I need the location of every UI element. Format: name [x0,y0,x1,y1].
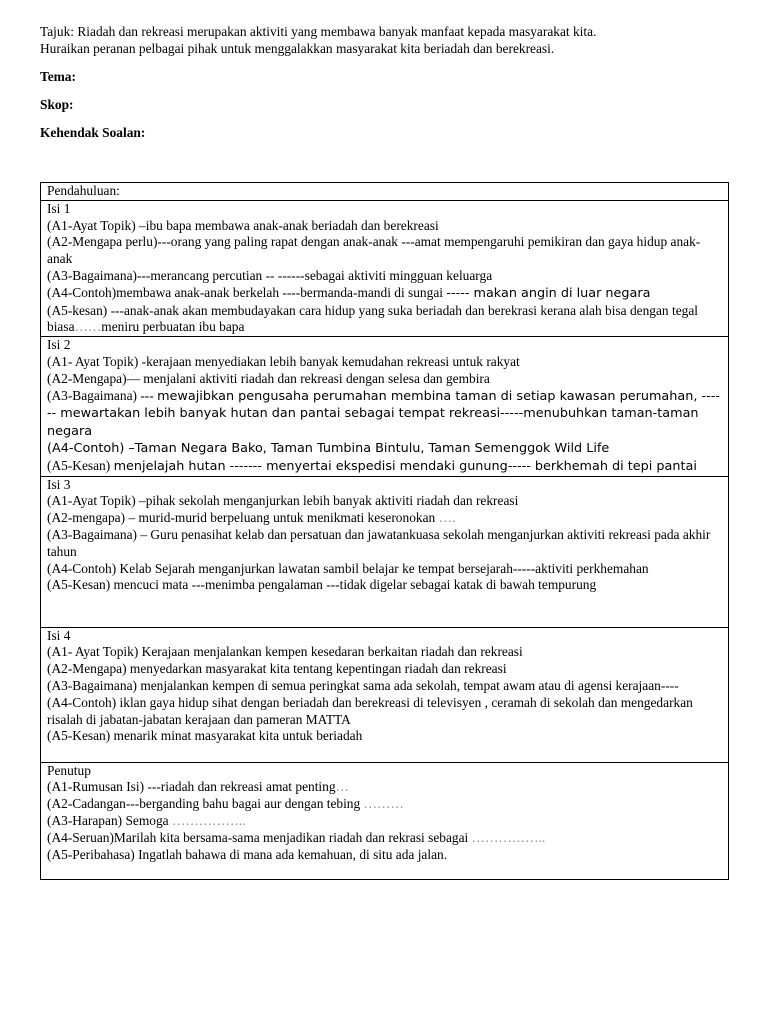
isi4-a1: (A1- Ayat Topik) Kerajaan menjalankan kempen kesedaran berkaitan riadah dan rekreasi [47,644,523,660]
isi3-a4: (A4-Contoh) Kelab Sejarah menganjurkan lawatan sambil belajar ke tempat bersejarah-----aktiviti perkhemahan [47,560,649,576]
penutup-cell [41,762,729,879]
penutup-title: Penutup [47,762,91,778]
isi1-a3: (A3-Bagaimana)---merancang percutian -- ------sebagai aktiviti mingguan keluarga [47,267,493,283]
isi3-a2 [47,510,722,527]
skop-label: Skop: [40,97,74,112]
isi1-a5-dots: …… [74,319,102,335]
isi2-a3-rest: mewajibkan pengusaha perumahan membina taman di setiap kawasan perumahan, ------ mewartakan lebih banyak hutan dan pantai sebagai tempat rekreasi-----menubuhkan taman-taman negara [47,388,720,440]
isi1-a5-end: meniru perbuatan ibu bapa [101,319,245,335]
penutup-a5: (A5-Peribahasa) Ingatlah bahawa di mana ada kemahuan, di situ ada jalan. [47,846,448,862]
isi1-a5 [47,303,722,337]
essay-title-line: Tajuk: Riadah dan rekreasi merupakan aktiviti yang membawa banyak manfaat kepada masyarakat kita. [40,24,597,39]
kehendak-soalan-label: Kehendak Soalan: [40,125,146,140]
isi3-row [41,476,729,627]
isi3-title: Isi 3 [47,476,71,492]
isi4-a2: (A2-Mengapa) menyedarkan masyarakat kita tentang kepentingan riadah dan rekreasi [47,661,507,677]
penutup-a2-dots: ……… [363,796,404,812]
essay-outline-table [40,182,729,880]
isi4-row [41,627,729,762]
isi3-a3: (A3-Bagaimana) – Guru penasihat kelab dan persatuan dan jawatankuasa sekolah menganjurkan aktiviti rekreasi pada akhir tahun [47,526,711,559]
penutup-a1-text: (A1-Rumusan Isi) ---riadah dan rekreasi amat [47,779,296,795]
isi4-a3: (A3-Bagaimana) menjalankan kempen di semua peringkat sama ada sekolah, tempat awam atau di agensi kerajaan---- [47,677,679,693]
isi1-title: Isi 1 [47,200,71,216]
pendahuluan-cell: Pendahuluan: [41,183,729,201]
penutup-a1-word: penting [295,779,336,795]
isi4-cell [41,627,729,762]
penutup-a2-text: (A2-Cadangan---berganding bahu bagai aur dengan tebing [47,796,364,812]
isi1-a5-text: (A5-kesan) ---anak-anak akan membudayakan cara hidup yang suka beriadah dan berekrasi kerana alah bisa dengan tegal biasa [47,302,699,335]
isi3-cell [41,476,729,627]
isi2-a3 [47,388,722,441]
penutup-a4-text: (A4-Seruan)Marilah kita bersama-sama menjadikan riadah dan rekrasi sebagai [47,829,472,845]
isi4-a5: (A5-Kesan) menarik minat masyarakat kita untuk beriadah [47,728,363,744]
isi3-a1: (A1-Ayat Topik) –pihak sekolah menganjurkan lebih banyak aktiviti riadah dan rekreasi [47,493,519,509]
isi2-a5-rest: menjelajah hutan ------- menyertai ekspedisi mendaki gunung----- berkhemah di tepi pantai [113,458,697,474]
isi1-a4-rest: ----- makan angin di luar negara [446,285,651,301]
isi3-a2-dots: …. [438,510,456,526]
isi4-title: Isi 4 [47,627,71,643]
isi2-a3-label: (A3-Bagaimana) --- [47,387,158,403]
penutup-a2 [47,796,722,813]
isi3-a2-text: (A2-mengapa) – murid-murid berpeluang untuk menikmati keseronokan [47,510,439,526]
essay-question-line: Huraikan peranan pelbagai pihak untuk menggalakkan masyarakat kita beriadah dan berekreasi. [40,40,555,56]
isi2-a1: (A1- Ayat Topik) -kerajaan menyediakan lebih banyak kemudahan rekreasi untuk rakyat [47,353,520,369]
isi3-a5: (A5-Kesan) mencuci mata ---menimba pengalaman ---tidak digelar sebagai katak di bawah tempurung [47,577,597,593]
penutup-a4-dots: …………….. [471,829,546,845]
isi2-row [41,337,729,476]
penutup-a4 [47,830,722,847]
penutup-a1-dots: … [335,779,349,795]
isi2-cell [41,337,729,476]
isi1-cell [41,200,729,336]
penutup-row [41,762,729,879]
penutup-a3-dots: …………….. [171,812,246,828]
isi1-a1: (A1-Ayat Topik) –ibu bapa membawa anak-anak beriadah dan berekreasi [47,217,439,233]
penutup-a3-text: (A3-Harapan) Semoga [47,812,172,828]
document-header [40,24,730,141]
isi2-a5 [47,458,722,476]
isi2-title: Isi 2 [47,337,71,353]
isi1-row [41,200,729,336]
isi1-a4 [47,285,722,303]
isi4-a4: (A4-Contoh) iklan gaya hidup sihat dengan beriadah dan berekreasi di televisyen , ceramah di sekolah dan mengedarkan risalah di jabatan-jabatan kerajaan dan pameran MATTA [47,694,693,727]
penutup-a1 [47,779,722,796]
isi2-a4: (A4-Contoh) –Taman Negara Bako, Taman Tumbina Bintulu, Taman Semenggok Wild Life [47,440,610,456]
pendahuluan-row [41,183,729,201]
isi1-a2: (A2-Mengapa perlu)---orang yang paling rapat dengan anak-anak ---amat mempengaruhi pemikiran dan gaya hidup anak-anak [47,234,701,267]
tema-label: Tema: [40,69,76,84]
isi1-a4-label: (A4-Contoh)membawa anak-anak berkelah ----bermanda-mandi di sungai [47,284,447,300]
penutup-a3 [47,813,722,830]
isi2-a2: (A2-Mengapa)— menjalani aktiviti riadah dan rekreasi dengan selesa dan gembira [47,370,490,386]
isi2-a5-label: (A5-Kesan) [47,457,114,473]
